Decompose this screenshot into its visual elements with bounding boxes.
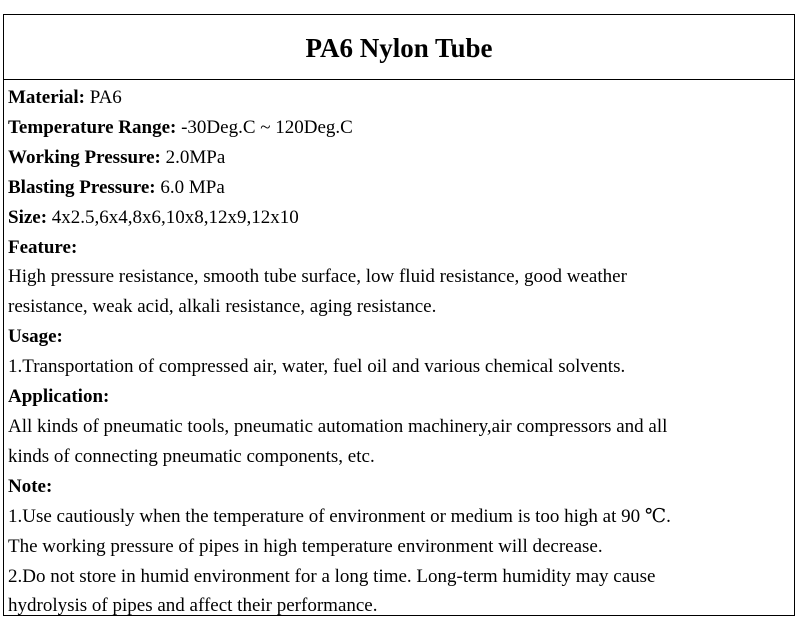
application-heading: Application:: [8, 386, 110, 408]
working-pressure-value: 2.0MPa: [165, 146, 226, 168]
title-row: [4, 15, 794, 80]
size-row: [8, 203, 794, 233]
application-line: kinds of connecting pneumatic components, etc.: [8, 445, 375, 467]
feature-line: High pressure resistance, smooth tube surface, low fluid resistance, good weather: [8, 266, 627, 288]
working-pressure-row: [8, 143, 794, 173]
working-pressure-label: Working Pressure:: [8, 146, 161, 168]
usage-heading: Usage:: [8, 326, 63, 348]
note-line: 1.Use cautiously when the temperature of environment or medium is too high at 90 ℃.: [8, 505, 671, 527]
spec-sheet: [3, 14, 795, 616]
blasting-pressure-row: [8, 173, 794, 203]
feature-heading: Feature:: [8, 236, 78, 258]
page-title: PA6 Nylon Tube: [305, 32, 493, 63]
note-line: 2.Do not store in humid environment for a long time. Long-term humidity may cause: [8, 565, 656, 587]
size-label: Size:: [8, 206, 48, 228]
note-line: hydrolysis of pipes and affect their performance.: [8, 595, 378, 617]
temperature-label: Temperature Range:: [8, 116, 177, 138]
blasting-pressure-value: 6.0 MPa: [160, 176, 225, 198]
feature-line: resistance, weak acid, alkali resistance, aging resistance.: [8, 296, 437, 318]
blasting-pressure-label: Blasting Pressure:: [8, 176, 156, 198]
temperature-row: [8, 113, 794, 143]
material-value: PA6: [89, 87, 122, 108]
material-label: Material:: [8, 87, 86, 108]
size-value: 4x2.5,6x4,8x6,10x8,12x9,12x10: [51, 206, 299, 228]
usage-line: 1.Transportation of compressed air, water, fuel oil and various chemical solvents.: [8, 356, 626, 378]
spec-content: [4, 80, 794, 621]
note-line: The working pressure of pipes in high temperature environment will decrease.: [8, 535, 603, 557]
material-row: [8, 83, 794, 113]
temperature-value: -30Deg.C ~ 120Deg.C: [181, 116, 353, 138]
note-heading: Note:: [8, 475, 53, 497]
application-line: All kinds of pneumatic tools, pneumatic automation machinery,air compressors and all: [8, 415, 668, 437]
